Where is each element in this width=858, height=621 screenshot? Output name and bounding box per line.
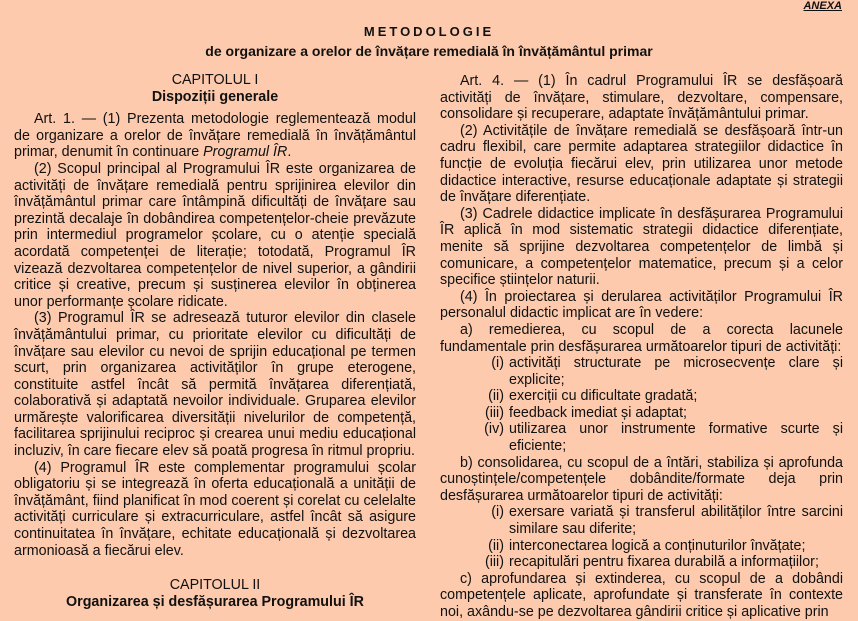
list-item [440,405,843,422]
art1-p1-end: . [287,144,292,161]
list-item [440,538,843,555]
item-number: (i) [491,355,504,372]
item-number: (ii) [488,537,504,554]
art1-paragraph-1 [14,111,416,161]
item-number: (ii) [488,388,504,405]
document-header [0,24,858,59]
art4-point-b: b) consolidarea, cu scopul de a întări, stabiliza și aprofunda cunoștințele/competențele dobândite/formate deja prin desfășurarea următoarelor tipuri de activități: [440,454,843,504]
art4-paragraph-3: (3) Cadrele didactice implicate în desfășurarea Programului ÎR aplică în mod sistematic strategii didactice diferențiate, menite să sprijine dezvoltarea competențelor de limbă și comunicare, a competențelor matematice, precum și a celor specifice științelor naturii. [440,205,843,289]
left-column [14,72,416,616]
program-name: Programul ÎR [203,144,288,161]
art1-p1-text: Art. 1. — (1) Prezenta metodologie reglementează modul de organizare a orelor de învățare remedială în învățământul primar, denumit în continuare [14,111,416,161]
list-item [440,554,843,571]
chapter-2-title: Organizarea și desfășurarea Programului ÎR [66,593,364,610]
list-item [440,421,843,454]
art4-paragraph-4: (4) În proiectarea și derularea activităților Programului ÎR personalul didactic implicat are în vedere: [440,288,843,322]
art1-paragraph-4: (4) Programul ÎR este complementar programului școlar obligatoriu și se integrează în oferta educațională a unității de învățământ, fiind planificat în mod coerent și corelat cu celelalte activități curriculare și extracurriculare, astfel încât să asigure continuitatea în învățare, echitate educațională și dezvoltarea armonioasă a fiecărui elev. [14,459,416,559]
item-text: feedback imediat și adaptat; [509,404,688,421]
art1-paragraph-2: (2) Scopul principal al Programului ÎR este organizarea de activități de învățare remedială pentru sprijinirea elevilor din învățământul primar care întâmpină dificultăți de învățare sau prezintă decalaje în dobândirea competențelor-cheie prevăzute prin intermediul programelor școlare, cu o atenție specială acordată competenței de literație; totodată, Programul ÎR vizează dezvoltarea competențelor de nivel superior, a gândirii critice și creative, precum și susținerea elevilor în obținerea unor performanțe școlare ridicate. [14,160,416,310]
art1-paragraph-3: (3) Programul ÎR se adresează tuturor elevilor din clasele învățământului primar, cu prioritate elevilor cu dificultăți de învățare sau elevilor cu nevoi de sprijin educațional pe termen scurt, prin organizarea activităților în grupe eterogene, constituite astfel încât să permită învățarea diferențiată, colaborativă și adaptată nevoilor individuale. Gruparea elevilor urmărește valorificarea diversității nivelurilor de competență, facilitarea sprijinului reciproc și crearea unui mediu educațional incluziv, în care fiecare elev să poată progresa în ritmul propriu. [14,310,416,460]
art4-paragraph-1: Art. 4. — (1) În cadrul Programului ÎR se desfășoară activități de învățare, stimulare, dezvoltare, compensare, consolidare și recuperare, adaptate învățământului primar. [440,73,843,123]
document-title: METODOLOGIE [363,24,495,39]
list-item [440,504,843,537]
annex-label: ANEXA [803,0,842,12]
chapter-1-title: Dispoziții generale [151,88,279,105]
item-number: (iii) [484,404,504,421]
item-number: (iii) [484,554,504,571]
item-text: exerciții cu dificultate gradată; [509,388,698,405]
chapter-2-heading: CAPITOLUL II [169,577,261,594]
document-subtitle: de organizare a orelor de învățare remedială în învățământul primar [205,43,653,59]
list-item [440,355,843,388]
art4-point-c: c) aprofundarea și extinderea, cu scopul de a dobândi competențele aplicate, aprofundate și transferate în contexte noi, axându-se pe dezvoltarea gândirii critice și aplicative prin [440,570,843,620]
chapter-1-heading: CAPITOLUL I [171,72,259,88]
item-number: (iv) [484,421,504,438]
art4-paragraph-2: (2) Activitățile de învățare remedială se desfășoară într-un cadru flexibil, care permite adaptarea strategiilor didactice în funcție de evoluția fiecărui elev, prin utilizarea unor metode didactice interactive, resurse educaționale adaptate și strategii de învățare diferențiate. [440,122,843,206]
right-column [440,73,843,621]
item-text: interconectarea logică a conținuturilor învățate; [509,537,806,554]
item-text: utilizarea unor instrumente formative scurte și eficiente; [509,421,843,455]
item-text: exersare variată și transferul abilităților între sarcini similare sau diferite; [509,504,843,538]
item-text: recapitulări pentru fixarea durabilă a informațiilor; [509,554,819,571]
item-text: activități structurate pe microsecvențe clare și explicite; [509,355,843,388]
list-item [440,388,843,405]
item-number: (i) [491,504,504,521]
art4-point-a: a) remedierea, cu scopul de a corecta lacunele fundamentale prin desfășurarea următoarelor tipuri de activități: [440,321,843,355]
